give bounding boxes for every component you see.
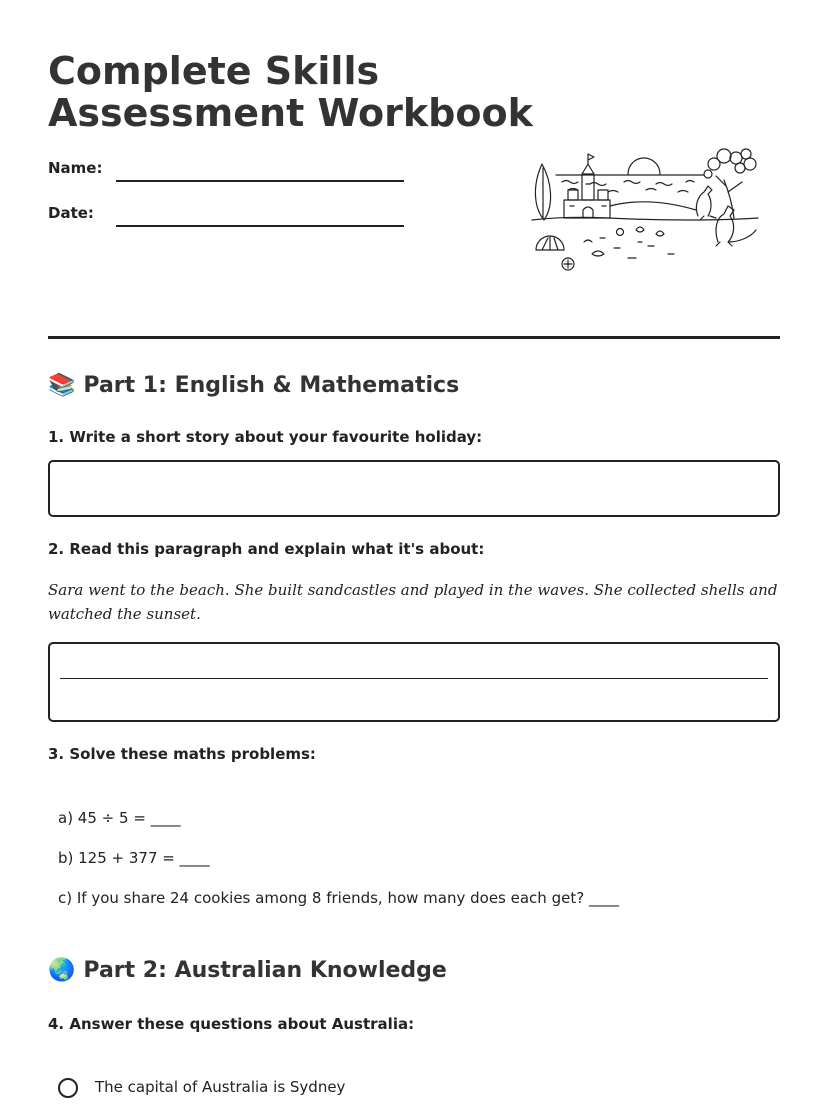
option-radio-1[interactable] [58,1078,78,1098]
question-3: 3. Solve these maths problems: [48,745,316,763]
answer-box-1[interactable] [48,460,780,517]
header-divider [48,336,780,339]
part1-title: Part 1: English & Mathematics [83,373,460,398]
question-4: 4. Answer these questions about Australia: [48,1015,415,1033]
title-line-1: Complete Skills [48,49,380,93]
math-problem-a[interactable]: a) 45 ÷ 5 = ____ [58,809,181,827]
name-line[interactable] [116,180,404,182]
answer-box-2[interactable] [48,642,780,722]
question-2: 2. Read this paragraph and explain what it's about: [48,540,485,558]
date-line[interactable] [116,225,404,227]
part1-heading [48,373,459,398]
reading-passage: Sara went to the beach. She built sandcastles and played in the waves. She collected shells and watched the sunset. [48,581,778,623]
math-problem-c[interactable]: c) If you share 24 cookies among 8 friends, how many does each get? ____ [58,889,619,907]
globe-icon: 🌏 [48,957,76,983]
name-label: Name: [48,159,103,177]
title-line-2: Assessment Workbook [48,91,533,135]
writing-line [60,678,768,679]
question-1: 1. Write a short story about your favourite holiday: [48,428,483,446]
books-icon: 📚 [48,372,76,398]
worksheet-title [48,50,533,134]
math-problem-b[interactable]: b) 125 + 377 = ____ [58,849,210,867]
option-label-1[interactable]: The capital of Australia is Sydney [95,1078,346,1096]
beach-scene-illustration [528,146,762,276]
date-label: Date: [48,204,94,222]
part2-title: Part 2: Australian Knowledge [83,958,447,983]
part2-heading [48,958,447,983]
